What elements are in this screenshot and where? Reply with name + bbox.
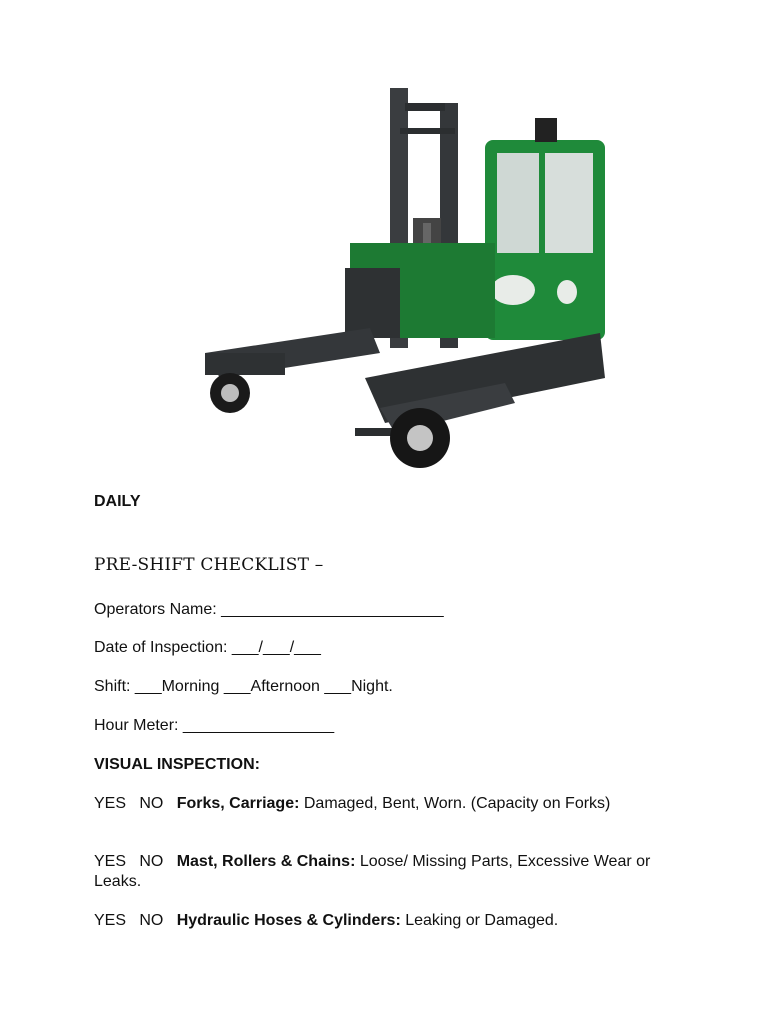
item-label: Forks, Carriage: [176,795,300,812]
yes-option[interactable]: YES [94,912,127,929]
yes-option[interactable]: YES [94,795,127,812]
visual-inspection-heading: VISUAL INSPECTION: [94,756,260,773]
item-label: Hydraulic Hoses & Cylinders: [176,912,401,929]
no-option[interactable]: NO [139,795,164,812]
document-heading: DAILY [94,493,141,510]
no-option[interactable]: NO [139,912,164,929]
checklist-title: PRE-SHIFT CHECKLIST – [94,555,324,575]
hour-meter-field[interactable]: Hour Meter: _________________ [94,717,335,734]
shift-field[interactable]: Shift: ___Morning ___Afternoon ___Night. [94,678,393,695]
checklist-item [94,911,674,931]
operator-name-field[interactable]: Operators Name: _________________________ [94,601,444,618]
item-description: Leaking or Damaged. [405,912,559,929]
forklift-image [195,78,615,473]
item-label: Mast, Rollers & Chains: [176,853,356,870]
yes-option[interactable]: YES [94,853,127,870]
checklist-item [94,852,674,892]
no-option[interactable]: NO [139,853,164,870]
item-description: Damaged, Bent, Worn. (Capacity on Forks) [303,795,611,812]
date-of-inspection-field[interactable]: Date of Inspection: ___/___/___ [94,639,321,656]
item-description: Loose/ Missing Parts, Excessive Wear or Leaks. [94,853,651,890]
checklist-item [94,794,674,814]
